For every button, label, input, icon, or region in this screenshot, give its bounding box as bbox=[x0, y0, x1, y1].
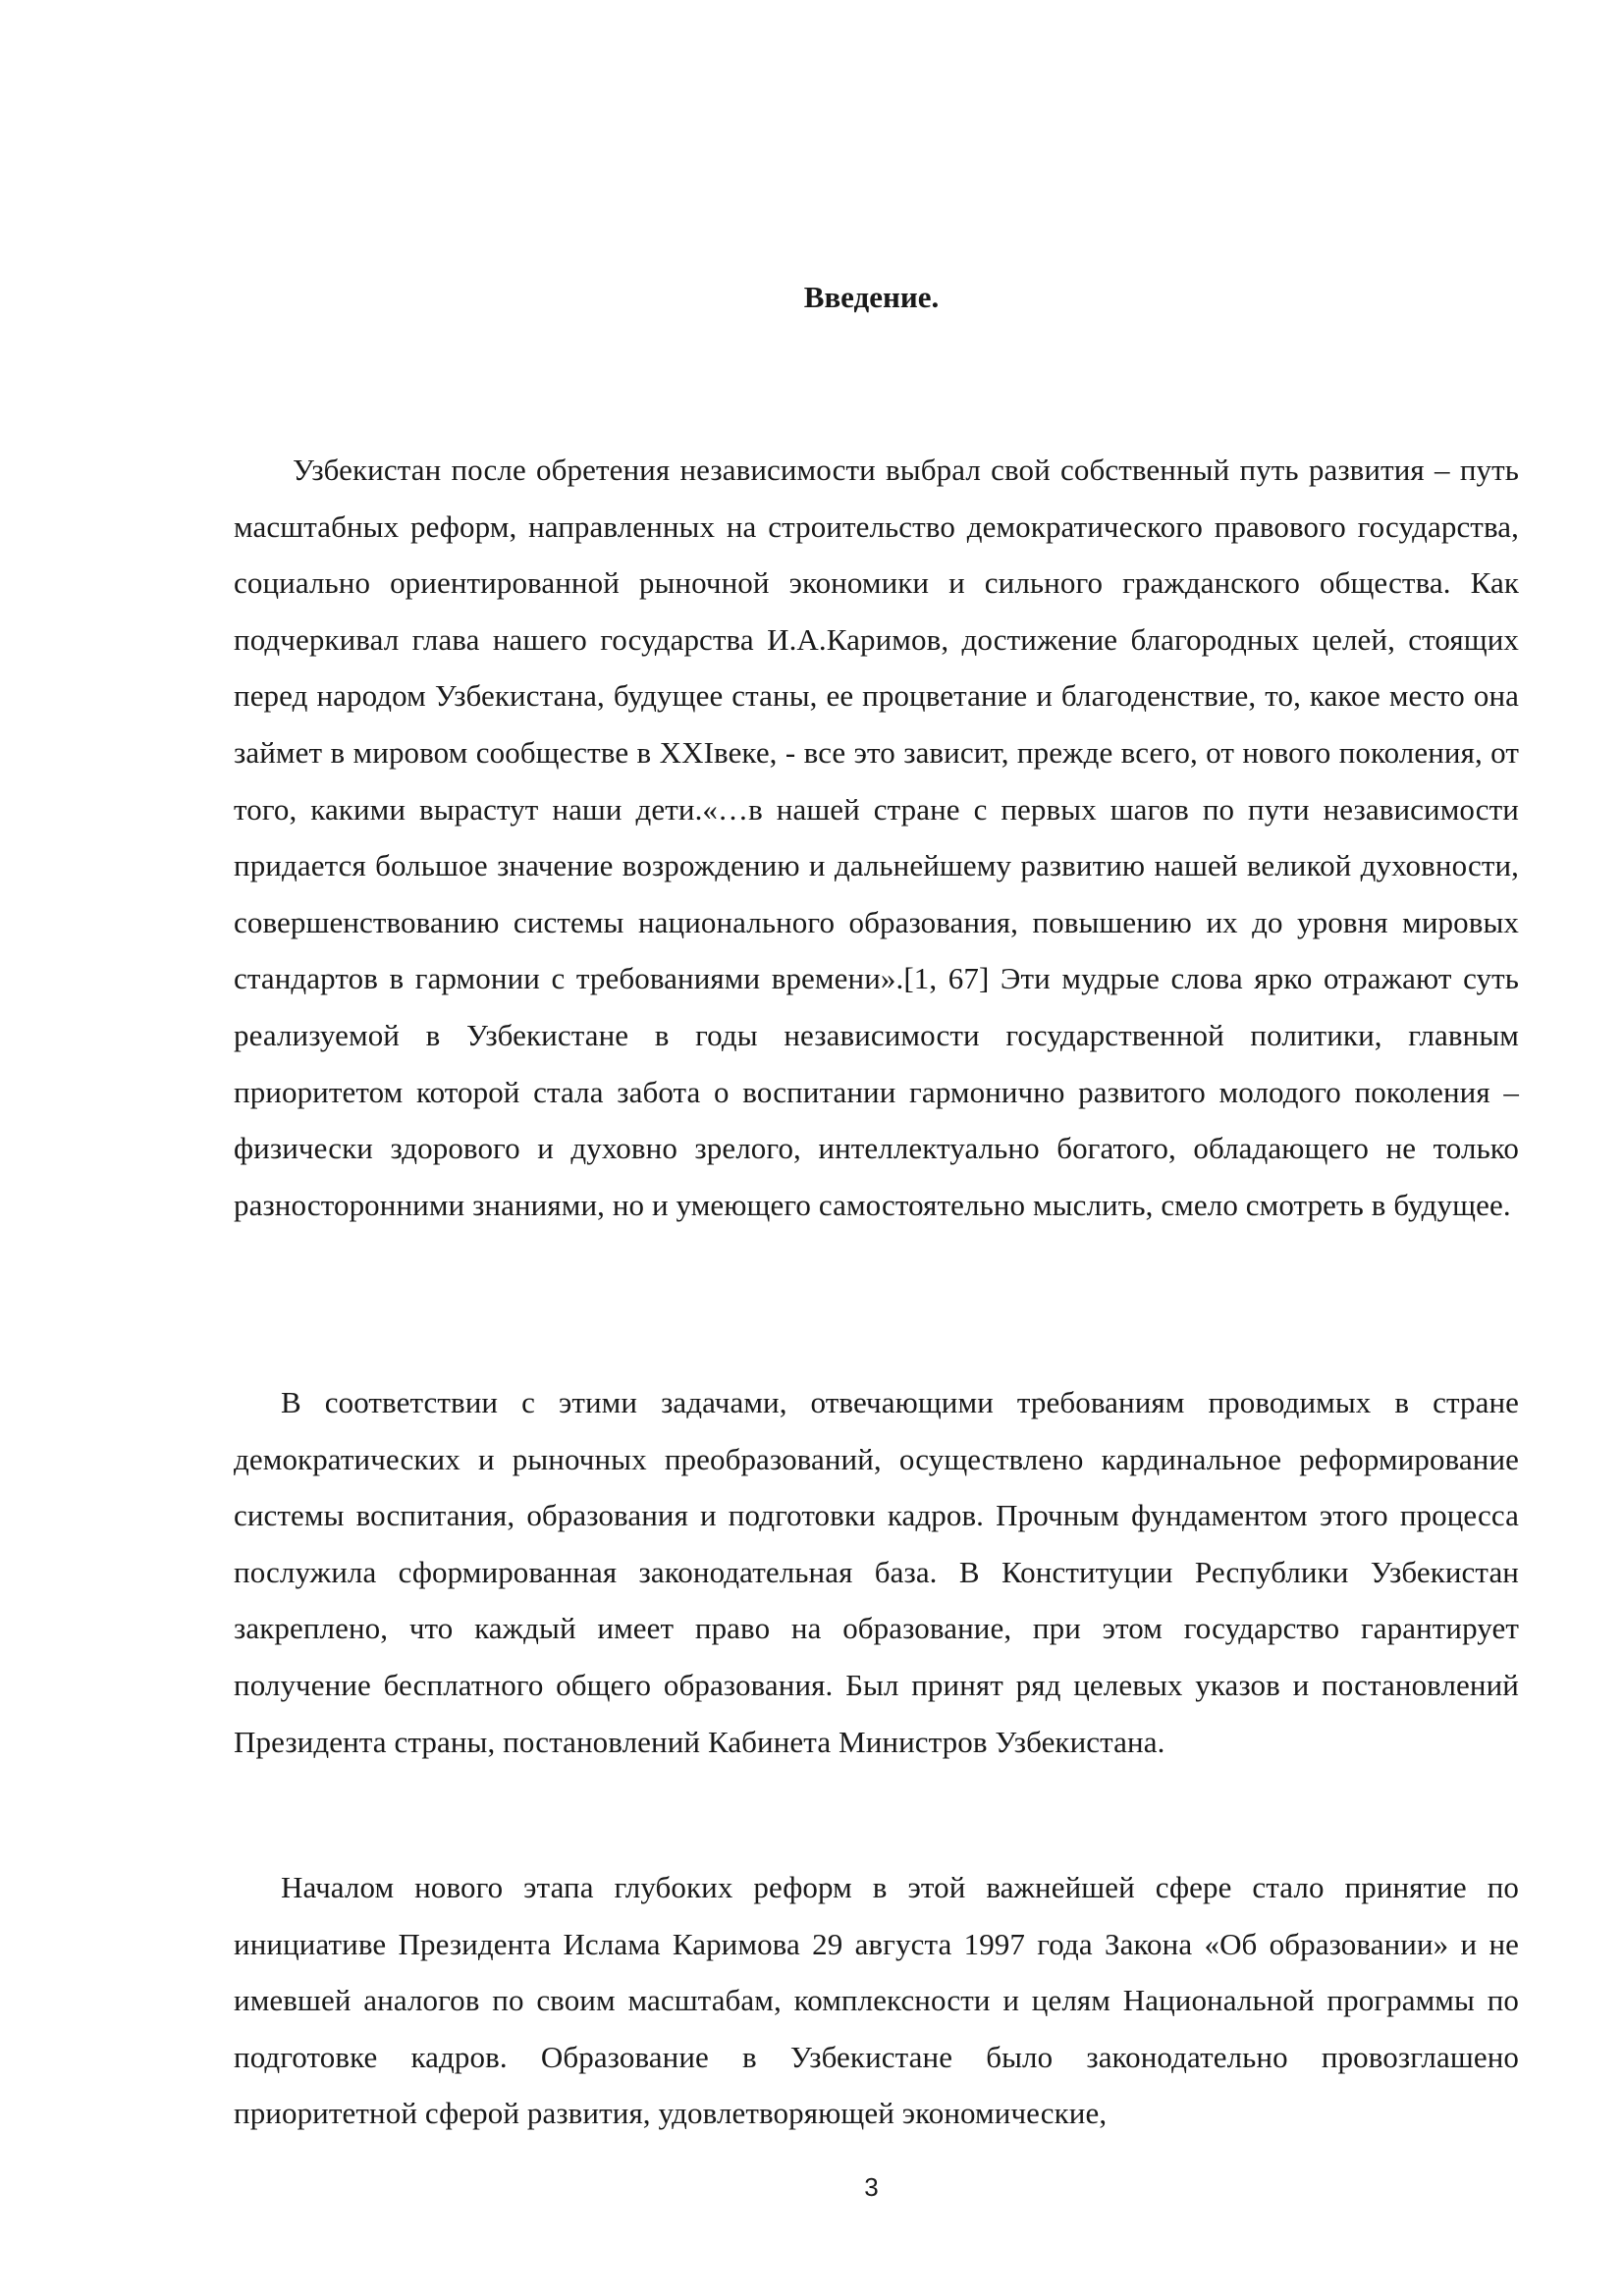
paragraph-text: В соответствии с этими задачами, отвечающими требованиям проводимых в стране демократических и рыночных преобразований, осуществлено кардинальное реформирование системы воспитания, образования и подготовки кадров. Прочным фундаментом этого процесса послужила сформированная законодательная база. В Конституции Республики Узбекистан закреплено, что каждый имеет право на образование, при этом государство гарантирует получение бесплатного общего образования. Был принят ряд целевых указов и постановлений Президента страны, постановлений Кабинета Министров Узбекистана. bbox=[234, 1385, 1519, 1759]
body-paragraph-2 bbox=[234, 1374, 1519, 1770]
body-paragraph-3 bbox=[234, 1859, 1519, 2142]
page-number: 3 bbox=[864, 2172, 879, 2202]
paragraph-text: Узбекистан после обретения независимости выбрал свой собственный путь развития – путь масштабных реформ, направленных на строительство демократического правового государства, социально ориентированной рыночной экономики и сильного гражданского общества. Как подчеркивал глава нашего государства И.А.Каримов, достижение благородных целей, стоящих перед народом Узбекистана, будущее станы, ее процветание и благоденствие, то, какое место она займет в мировом сообществе в XXIвеке, - все это зависит, прежде всего, от нового поколения, от того, какими вырастут наши дети.«…в нашей стране с первых шагов по пути независимости придается большое значение возрождению и дальнейшему развитию нашей великой духовности, совершенствованию системы национального образования, повышению их до уровня мировых стандартов в гармонии с требованиями времени».[1, 67] Эти мудрые слова ярко отражают суть реализуемой в Узбекистане в годы независимости государственной политики, главным приоритетом которой стала забота о воспитании гармонично развитого молодого поколения – физически здорового и духовно зрелого, интеллектуально богатого, обладающего не только разносторонними знаниями, но и умеющего самостоятельно мыслить, смело смотреть в будущее. bbox=[234, 453, 1519, 1222]
paragraph-text: Началом нового этапа глубоких реформ в этой важнейшей сфере стало принятие по инициативе Президента Ислама Каримова 29 августа 1997 года Закона «Об образовании» и не имевшей аналогов по своим масштабам, комплексности и целям Национальной программы по подготовке кадров. Образование в Узбекистане было законодательно провозглашено приоритетной сферой развития, удовлетворяющей экономические, bbox=[234, 1870, 1519, 2131]
section-heading: Введение. bbox=[803, 280, 940, 314]
body-paragraph-1 bbox=[234, 442, 1519, 1233]
